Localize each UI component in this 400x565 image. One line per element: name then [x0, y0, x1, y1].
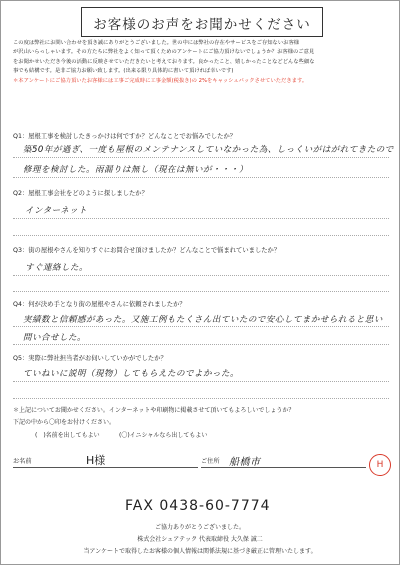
answer-5: ていねいに説明（現物）してもらえたのでよかった。 [23, 369, 240, 379]
address-underline [201, 467, 366, 468]
option-initial-ok: (〇)イニシャルなら出してもよい [119, 432, 208, 439]
answer-line [13, 291, 389, 292]
publish-question: ＊上記についてお聞かせください。インターネットや印刷物に掲載させて頂いてもよろしいでしょうか？ [13, 407, 295, 414]
answer-line [13, 275, 389, 276]
question-3: Q3：街の屋根やさんを知りすぐにお問合せ頂けましたか？どんなことで悩まれていましたか？ [13, 247, 281, 254]
address-value: 船橋市 [229, 457, 261, 468]
intro-line: この度は弊社にお問い合わせを頂き誠にありがとうございました。世の中には弊社の存在やサービスをご存知ないお客様 [13, 40, 300, 46]
cashback-note: ＊本アンケートにご協力頂いたお客様には工事ご完成時に工事金額(税抜き)の 2%をキャッシュバックさせていただきます。 [13, 77, 308, 84]
name-underline [13, 467, 198, 468]
company-text: 株式会社シェアテック 代表取締役 大久保 誠二 [137, 536, 263, 543]
fax-number: FAX 0438-60-7774 [125, 498, 271, 514]
answer-1-line-2: 修理を検討した。雨漏りは無し（現在は無いが・・・） [23, 165, 249, 175]
answer-line [13, 218, 389, 219]
answer-line [13, 344, 389, 345]
answer-line [13, 381, 389, 382]
answer-4-line-2: 問い合せした。 [23, 333, 87, 343]
publish-instruction: 下記の中から〇印をお付けください。 [13, 419, 116, 426]
intro-line: をお聞かせいただき今後の活動に反映させていただきたいと考えております。良かったこと、嬉しかったことなどどんな些細な [13, 58, 315, 65]
hanko-stamp: H [369, 454, 391, 476]
title-box [81, 7, 323, 37]
privacy-text: 当アンケートで取得したお客様の個人情報は関係法規に基づき厳正に管理いたします。 [83, 548, 317, 555]
intro-line: が沢山いらっしゃいます。その方たちに弊社をよく知って頂くためのアンケートにご協力頂けないでしょうか？お客様のご意見 [13, 49, 315, 56]
question-1: Q1：屋根工事を検討したきっかけは何ですか？どんなことでお悩みでしたか？ [13, 133, 237, 140]
option-name-ok: ( )名前を出してもよい [35, 432, 100, 439]
answer-3: すぐ連絡した。 [25, 263, 89, 273]
question-5: Q5：実際に弊社担当者がお伺いしていかがでしたか？ [13, 355, 167, 362]
intro-line: 事でも結構です。是非ご協力お願い致します。(出来る限り具体的に書いて頂ければ幸いです) [13, 68, 234, 75]
answer-4-line-1: 実績数と信頼感があった。又施工例もたくさん出ていたので安心してまかせられると思い [23, 315, 383, 325]
thanks-text: ご協力ありがとうございました。 [154, 524, 245, 531]
answer-line [13, 398, 389, 399]
address-label: ご住所 [201, 458, 220, 465]
question-4: Q4：何が決め手となり街の屋根やさんに依頼されましたか？ [13, 301, 186, 308]
name-value: H様 [86, 454, 106, 467]
name-label: お名前 [13, 458, 32, 465]
answer-line [13, 235, 389, 236]
answer-1-line-1: 築50年が過ぎ、一度も屋根のメンテナンスしていなかった為、しっくいがはがれてきたので [23, 145, 394, 155]
page-title: お客様のお声をお聞かせください [93, 17, 311, 33]
answer-line [13, 177, 389, 178]
answer-line [13, 326, 389, 327]
answer-2: インターネット [25, 206, 88, 216]
intro-text [13, 39, 389, 86]
answer-line [13, 157, 389, 158]
question-2: Q2：屋根工事会社をどのように探しましたか？ [13, 190, 148, 197]
